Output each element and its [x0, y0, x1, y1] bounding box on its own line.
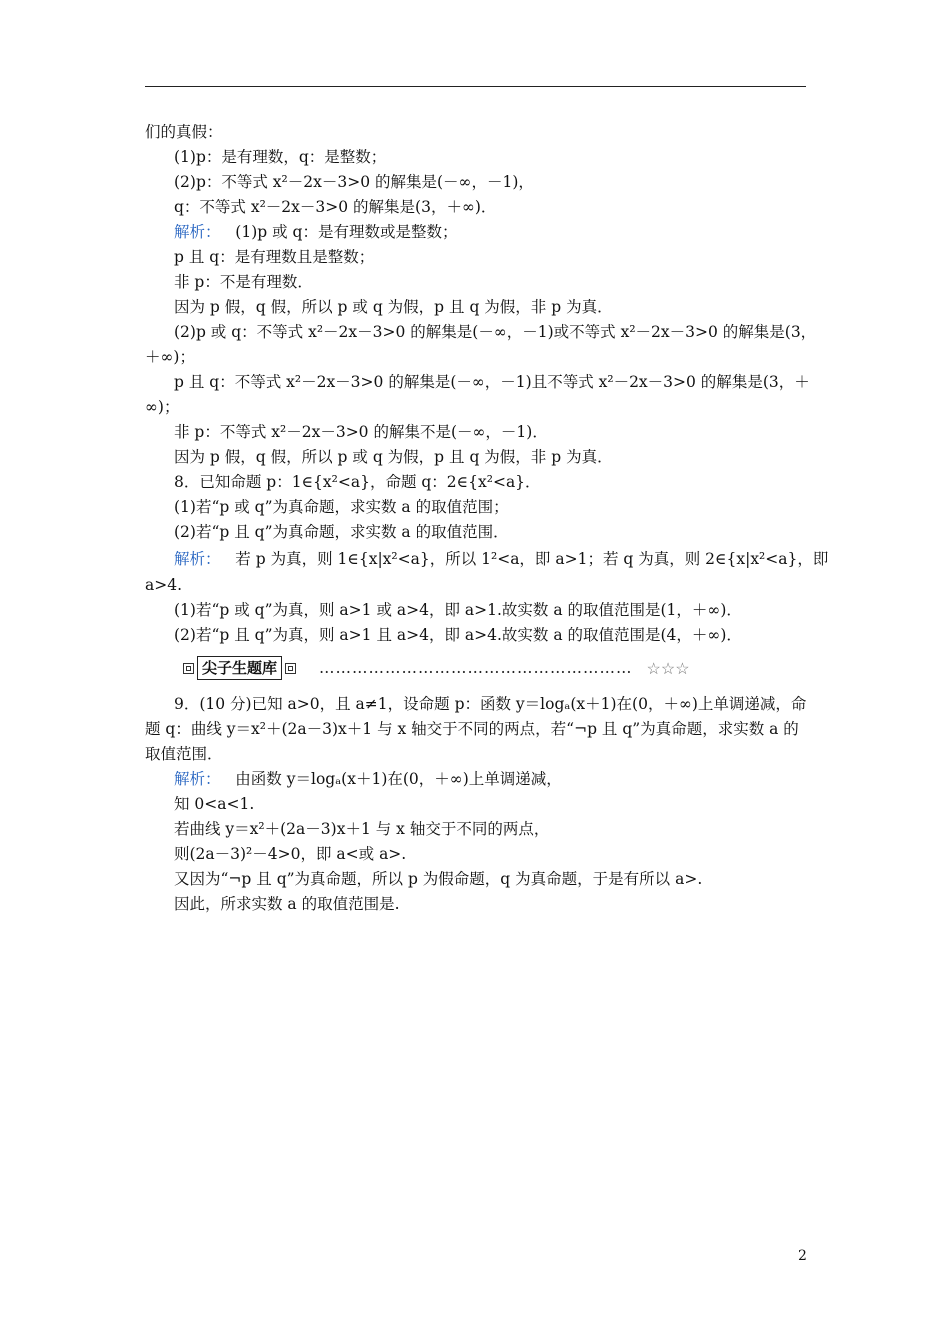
text-line: (2)若“p 且 q”为真，则 a>1 且 a>4，即 a>4.故实数 a 的取值范围是(4，＋∞)． — [174, 626, 742, 644]
square-icon — [183, 663, 194, 674]
text-line: 题 q：曲线 y＝x²＋(2a－3)x＋1 与 x 轴交于不同的两点，若“¬p 且 q”为真命题，求实数 a 的 — [145, 720, 799, 738]
text-line: 们的真假： — [145, 123, 223, 141]
section-header — [180, 655, 690, 681]
analysis-line — [174, 768, 562, 790]
analysis-label: 解析： — [174, 770, 221, 788]
text-line: (1)p：是有理数，q：是整数； — [174, 148, 387, 166]
text-line: 由函数 y＝logₐ(x＋1)在(0，＋∞)上单调递减， — [235, 770, 562, 788]
text-line: (1)p 或 q：是有理数或是整数； — [235, 223, 458, 241]
text-line: 知 0<a<1. — [174, 795, 255, 813]
analysis-label: 解析： — [174, 550, 221, 568]
text-line: 非 p：不是有理数． — [174, 273, 313, 291]
text-line: q：不等式 x²－2x－3>0 的解集是(3，＋∞)． — [174, 198, 497, 216]
text-line: (1)若“p 或 q”为真，则 a>1 或 a>4，即 a>1.故实数 a 的取值范围是(1，＋∞)． — [174, 601, 742, 619]
header-rule — [145, 86, 806, 87]
page-number: 2 — [798, 1248, 807, 1264]
text-line: p 且 q：是有理数且是整数； — [174, 248, 375, 266]
text-line: 9．(10 分)已知 a>0，且 a≠1，设命题 p：函数 y＝logₐ(x＋1)在(0，＋∞)上单调递减，命 — [174, 695, 807, 713]
square-icon — [285, 663, 296, 674]
text-line: (2)p 或 q：不等式 x²－2x－3>0 的解集是(－∞，－1)或不等式 x²－2x－3>0 的解集是(3， — [174, 323, 817, 341]
analysis-label: 解析： — [174, 223, 221, 241]
text-line: (2)p：不等式 x²－2x－3>0 的解集是(－∞，－1)， — [174, 173, 534, 191]
text-line: 因为 p 假，q 假，所以 p 或 q 为假，p 且 q 为假，非 p 为真． — [174, 448, 613, 466]
text-line: 非 p：不等式 x²－2x－3>0 的解集不是(－∞，－1)． — [174, 423, 548, 441]
analysis-line — [174, 221, 457, 243]
analysis-line — [174, 548, 828, 570]
text-line: 又因为“¬p 且 q”为真命题，所以 p 为假命题，q 为真命题，于是有所以 a>. — [174, 870, 703, 888]
text-line: 因为 p 假，q 假，所以 p 或 q 为假，p 且 q 为假，非 p 为真． — [174, 298, 613, 316]
text-line: 若 p 为真，则 1∈{x|x²<a}，所以 1²<a，即 a>1；若 q 为真，则 2∈{x|x²<a}，即 — [235, 550, 829, 568]
section-title: 尖子生题库 — [197, 656, 282, 680]
text-line: 则(2a－3)²－4>0，即 a<或 a>. — [174, 845, 407, 863]
text-line: 若曲线 y＝x²＋(2a－3)x＋1 与 x 轴交于不同的两点， — [174, 820, 550, 838]
text-line: a>4. — [145, 576, 183, 594]
text-line: ＋∞)； — [145, 348, 195, 366]
text-line: (2)若“p 且 q”为真命题，求实数 a 的取值范围． — [174, 523, 509, 541]
text-line: (1)若“p 或 q”为真命题，求实数 a 的取值范围； — [174, 498, 509, 516]
text-line: 因此，所求实数 a 的取值范围是. — [174, 895, 400, 913]
text-line: 8．已知命题 p：1∈{x²<a}，命题 q：2∈{x²<a}． — [174, 473, 541, 491]
text-line: p 且 q：不等式 x²－2x－3>0 的解集是(－∞，－1)且不等式 x²－2x－3>0 的解集是(3，＋ — [174, 373, 810, 391]
text-line: ∞)； — [145, 398, 180, 416]
text-line: 取值范围． — [145, 745, 223, 763]
star-icon: ☆☆☆ — [646, 658, 690, 678]
section-dots: ………………………………………………… — [319, 659, 633, 677]
